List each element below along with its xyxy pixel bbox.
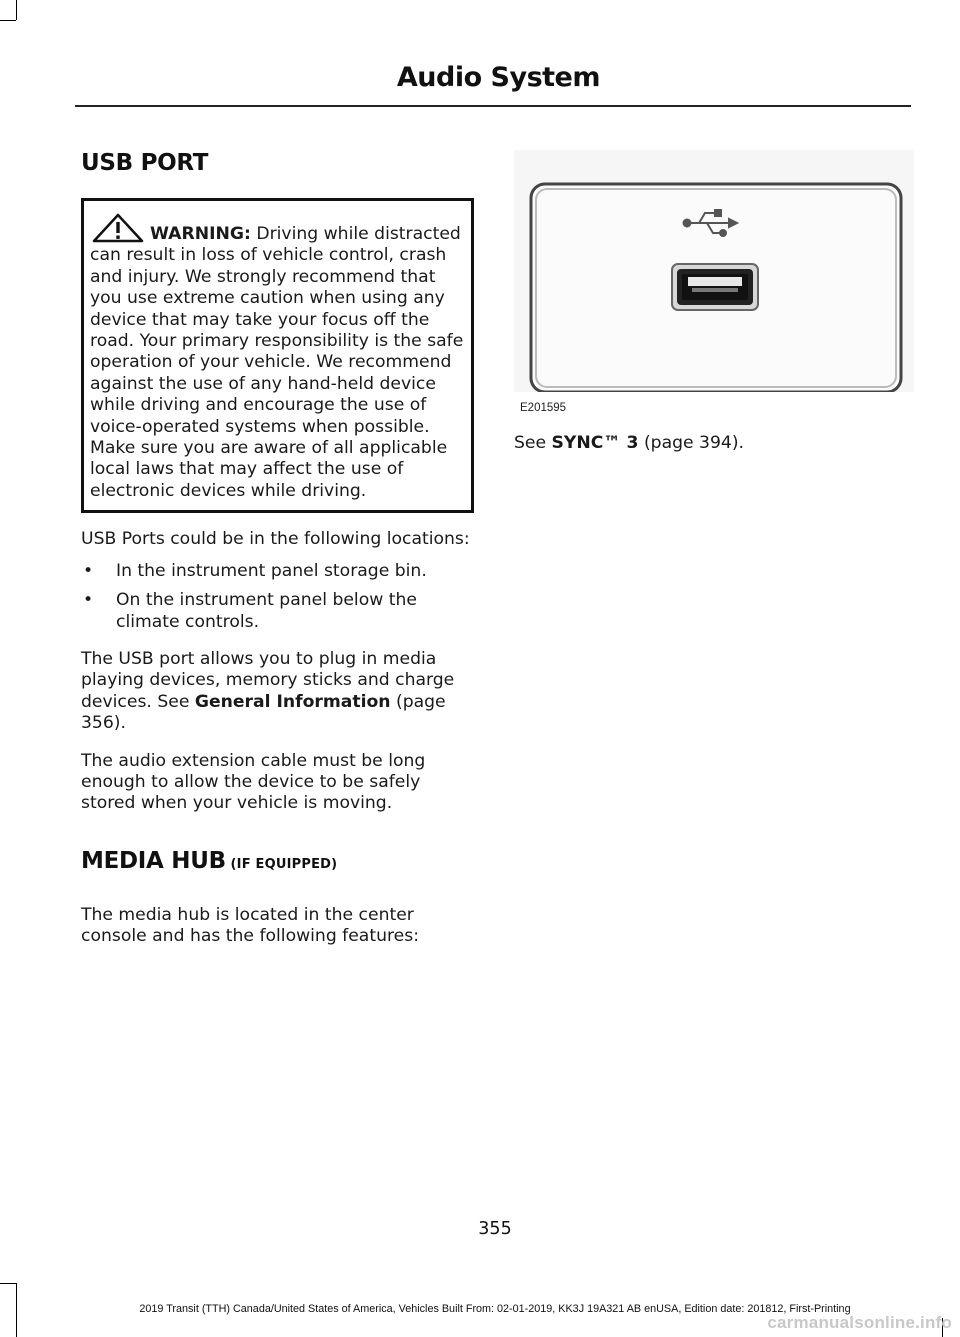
usb-description: The USB port allows you to plug in media playing devices, memory sticks and charge devices. See General Information (page 356). — [81, 648, 455, 734]
warning-box — [81, 198, 474, 513]
bullet-icon: • — [83, 560, 94, 581]
usb-port-heading: USB PORT — [81, 150, 209, 176]
figure-id: E201595 — [520, 402, 567, 414]
edition-footer: 2019 Transit (TTH) Canada/United States of America, Vehicles Built From: 02-01-2019, KK3J 19A321 AB enUSA, Edition date: 201812, First-Printing — [139, 1303, 851, 1315]
crop-mark — [0, 20, 16, 21]
bullet-icon: • — [83, 590, 94, 611]
cable-note: The audio extension cable must be long enough to allow the device to be safely stored when your vehicle is moving. — [81, 750, 426, 814]
warning-triangle-icon — [92, 213, 144, 243]
chapter-title: Audio System — [396, 62, 600, 93]
media-hub-heading: MEDIA HUB (IF EQUIPPED) — [81, 847, 338, 874]
sync-reference: SYNC™ 3 — [551, 433, 639, 453]
crop-mark — [16, 0, 17, 20]
watermark: carmanualsonline.info — [767, 1313, 952, 1332]
usb-socket-icon — [672, 264, 758, 310]
usb-panel-drawing — [514, 150, 914, 392]
warning-text: Driving while distracted can result in loss of vehicle control, crash and injury. We strongly recommend that you use extreme caution when using any device that may take your focus off the road. Your primary responsibility is the safe operation of your vehicle. We recommend against the use of any hand-held device while driving and encourage the use of voice-operated systems when possible. Make sure you are aware of all applicable local laws that may affect the use of electronic devices while driving. — [90, 224, 464, 501]
locations-intro: USB Ports could be in the following locations: — [81, 529, 470, 550]
locations-list — [81, 561, 474, 633]
general-information-reference: General Information — [194, 691, 391, 712]
header-rule — [75, 105, 911, 107]
page-number: 355 — [478, 1219, 512, 1239]
left-column — [81, 145, 474, 948]
list-item: • On the instrument panel below the climate controls. — [83, 590, 417, 632]
media-hub-intro: The media hub is located in the center console and has the following features: — [81, 904, 419, 947]
warning-label: WARNING: — [150, 224, 251, 244]
crop-mark — [0, 1283, 16, 1284]
right-column — [514, 150, 914, 453]
list-item: • In the instrument panel storage bin. — [83, 560, 427, 581]
sync-reference-line: See SYNC™ 3 (page 394). — [514, 433, 745, 453]
usb-port-illustration — [514, 150, 914, 453]
